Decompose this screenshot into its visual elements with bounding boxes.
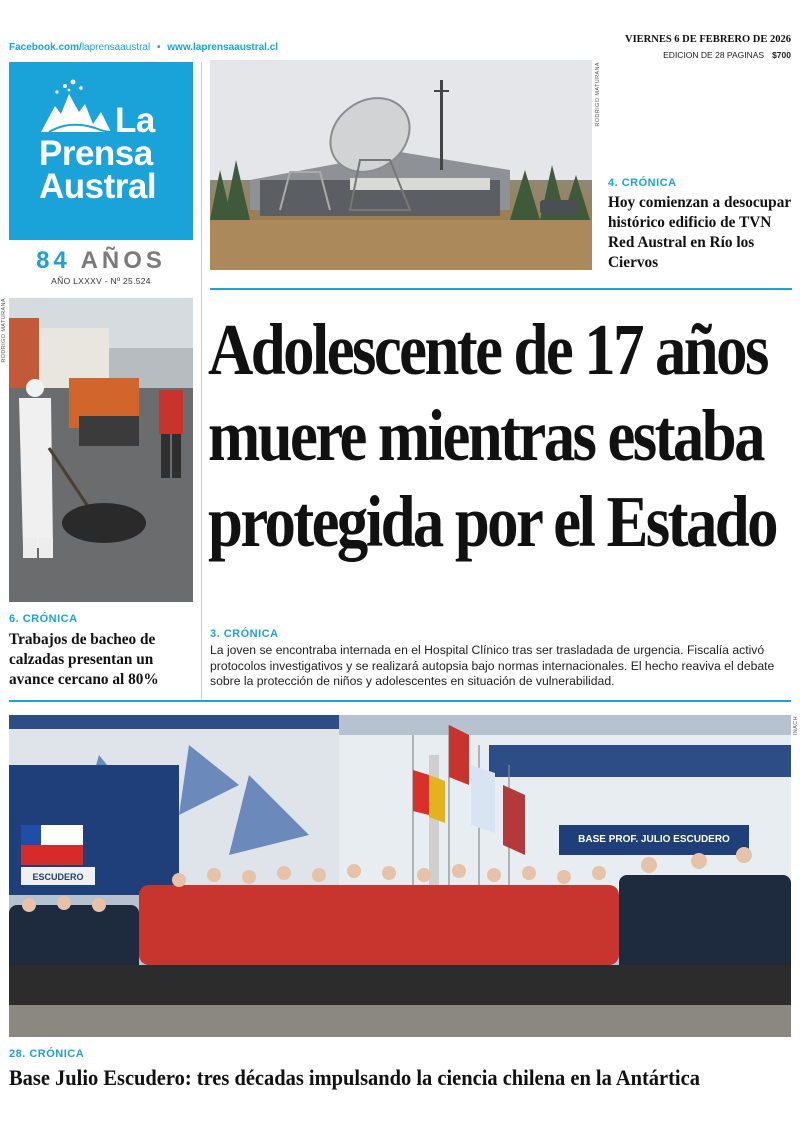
- lead-headline-line-1: Adolescente de 17 años: [208, 309, 767, 390]
- antarctic-story-headline[interactable]: Base Julio Escudero: tres décadas impulsando la ciencia chilena en la Antártica: [9, 1065, 700, 1090]
- logo-line-1: La: [115, 101, 155, 140]
- antenna-scene-illustration: [210, 60, 592, 270]
- website-link[interactable]: www.laprensaaustral.cl: [167, 42, 279, 53]
- top-divider: [210, 288, 792, 290]
- years-word: AÑOS: [80, 247, 166, 274]
- antarctic-section-tag[interactable]: 28. CRÓNICA: [9, 1048, 85, 1060]
- wall-sign: ESCUDERO: [32, 872, 84, 882]
- social-links: [9, 42, 278, 53]
- street-section-tag[interactable]: 6. CRÓNICA: [9, 613, 78, 625]
- anniversary: [9, 247, 193, 275]
- street-scene-illustration: [9, 298, 193, 602]
- volume-number: AÑO LXXXV - Nº 25.524: [51, 276, 151, 286]
- edition-pages: EDICION DE 28 PAGINAS: [663, 50, 765, 60]
- lead-headline-line-3: protegida por el Estado: [208, 481, 776, 562]
- lead-headline[interactable]: [208, 307, 776, 565]
- years-number: 84: [36, 247, 71, 274]
- column-divider: [201, 62, 202, 702]
- antarctic-photo-credit: INACH: [793, 716, 799, 736]
- logo-line-2: Prensa: [39, 134, 153, 173]
- antenna-story-headline[interactable]: Hoy comienzan a desocupar histórico edificio de TVN Red Austral en Río los Ciervos: [608, 194, 791, 271]
- antarctic-base-photo[interactable]: [9, 715, 791, 1037]
- separator-dot: •: [156, 42, 161, 53]
- edition-info: [663, 50, 791, 60]
- facebook-link[interactable]: Facebook.com/laprensaaustral: [9, 42, 151, 53]
- newspaper-logo[interactable]: [9, 62, 193, 240]
- antarctic-scene-illustration: [9, 715, 791, 1037]
- lead-section-tag[interactable]: 3. CRÓNICA: [210, 628, 279, 640]
- logo-wordmark: [39, 101, 157, 206]
- lead-summary: La joven se encontraba internada en el Hospital Clínico tras ser trasladada de urgencia. Fiscalía activó protocolos investigativos y se realizará autopsia bajo normas internacionales. El hecho reaviva el debate sobre la protección de niños y adolescentes en situación de vulnerabilidad.: [210, 643, 775, 688]
- lead-headline-line-2: muere mientras estaba: [208, 395, 763, 476]
- street-works-photo[interactable]: [9, 298, 193, 602]
- logo-line-3: Austral: [39, 167, 157, 206]
- base-sign: BASE PROF. JULIO ESCUDERO: [578, 834, 730, 845]
- antenna-section-tag[interactable]: 4. CRÓNICA: [608, 177, 677, 189]
- price: $700: [772, 50, 791, 60]
- street-photo-credit: RODRIGO MATURANA: [1, 298, 7, 363]
- street-story-headline[interactable]: Trabajos de bacheo de calzadas presentan un avance cercano al 80%: [9, 631, 159, 688]
- antenna-photo-credit: RODRIGO MATURANA: [595, 62, 601, 127]
- middle-divider: [9, 700, 791, 702]
- issue-date: VIERNES 6 DE FEBRERO DE 2026: [625, 34, 791, 45]
- antenna-photo[interactable]: [210, 60, 592, 270]
